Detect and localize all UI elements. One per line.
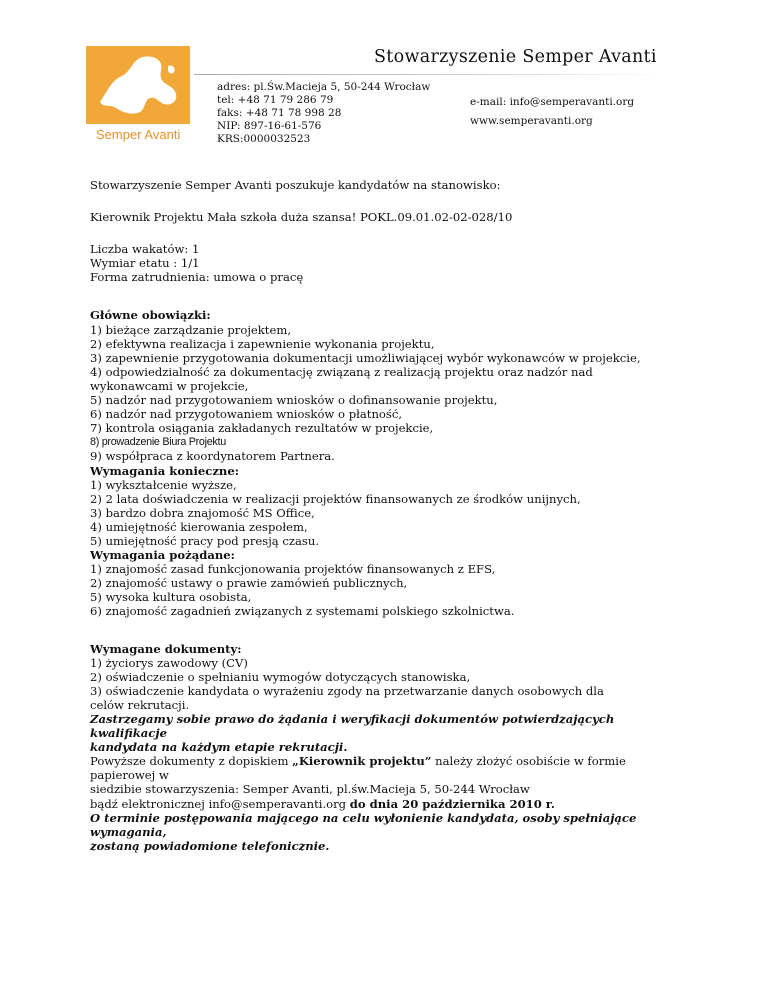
duty-item: 7) kontrola osiągania zakładanych rezultatów w projekcie, [90,421,434,436]
duty-item: 6) nadzór nad przygotowaniem wniosków o płatność, [90,407,403,422]
submission-line [90,797,690,811]
fax-text: faks: +48 71 78 998 28 [217,107,342,119]
notice-text: zostaną powiadomione telefonicznie. [90,838,330,853]
submission-text: Powyższe dokumenty z dopiskiem [90,754,293,769]
required-item: 1) wykształcenie wyższe, [90,477,237,492]
duties-heading: Główne obowiązki: [90,308,211,323]
duty-item: wykonawcami w projekcie, [90,378,249,393]
documents-heading: Wymagane dokumenty: [90,641,242,656]
phone-text: tel: +48 71 79 286 79 [217,94,334,106]
submission-text: bądź elektronicznej info@semperavanti.org [90,796,350,811]
email-text: e-mail: info@semperavanti.org [470,96,635,108]
duty-item: 9) współpraca z koordynatorem Partnera. [90,449,335,464]
duty-item: 4) odpowiedzialność za dokumentację związaną z realizacją projektu oraz nadzór nad [90,364,593,379]
organization-title [374,47,657,67]
required-item: 4) umiejętność kierowania zespołem, [90,519,308,534]
required-heading: Wymagania konieczne: [90,463,239,478]
intro-text: Stowarzyszenie Semper Avanti poszukuje kandydatów na stanowisko: [90,178,501,192]
desired-item: 6) znajomość zagadnień związanych z systemami polskiego szkolnictwa. [90,604,515,619]
desired-item: 2) znajomość ustawy o prawie zamówień publicznych, [90,576,408,591]
organization-title-prefix: Stowarzyszenie [374,47,517,67]
detail-line: Liczba wakatów: 1 [90,242,200,257]
duty-item: 5) nadzór nad przygotowaniem wniosków o dofinansowanie projektu, [90,393,498,408]
website-text: www.semperavanti.org [470,115,593,127]
contact-details [217,81,430,146]
document-item: 2) oświadczenie o spełnianiu wymogów dotyczących stanowiska, [90,669,471,684]
duty-item: 1) bieżące zarządzanie projektem, [90,322,292,337]
notice-text: O terminie postępowania mającego na celu wyłonienie kandydata, osoby spełniające wymagania, [90,810,637,839]
job-offer-body [90,178,690,853]
required-item: 5) umiejętność pracy pod presją czasu. [90,533,319,548]
reservation-note: Zastrzegamy sobie prawo do żądania i weryfikacji dokumentów potwierdzających kwalifikacje [90,712,615,741]
submission-tag: „Kierownik projektu” [292,754,432,769]
contact-online [470,93,634,131]
document-item: 3) oświadczenie kandydata o wyrażeniu zgody na przetwarzanie danych osobowych dla [90,683,604,698]
desired-item: 1) znajomość zasad funkcjonowania projektów finansowanych z EFS, [90,562,496,577]
submission-deadline: do dnia 20 października 2010 r. [349,796,555,811]
nip-text: NIP: 897-16-61-576 [217,120,322,132]
krs-text: KRS:0000032523 [217,133,311,145]
required-item: 3) bardzo dobra znajomość MS Office, [90,505,315,520]
duty-item: 8) prowadzenie Biura Projektu [90,436,226,449]
position-title: Kierownik Projektu Mała szkoła duża szansa! POKL.09.01.02-02-028/10 [90,210,513,225]
detail-line: Forma zatrudnienia: umowa o pracę [90,270,304,285]
detail-line: Wymiar etatu : 1/1 [90,256,200,271]
duty-item: 2) efektywna realizacja i zapewnienie wykonania projektu, [90,336,435,351]
reservation-note: kandydata na każdym etapie rekrutacji. [90,740,348,755]
document-item: celów rekrutacji. [90,697,190,712]
header-divider [194,74,662,75]
organization-title-name: Semper Avanti [522,47,657,67]
required-item: 2) 2 lata doświadczenia w realizacji projektów finansowanych ze środków unijnych, [90,491,581,506]
desired-heading: Wymagania pożądane: [90,548,235,563]
document-item: 1) życiorys zawodowy (CV) [90,655,248,670]
desired-item: 5) wysoka kultura osobista, [90,590,252,605]
logo-wordmark: Semper Avanti [96,127,181,142]
submission-line: siedzibie stowarzyszenia: Semper Avanti, pl.św.Macieja 5, 50-244 Wrocław [90,782,530,797]
address-text: adres: pl.Św.Macieja 5, 50-244 Wrocław [217,81,431,93]
submission-line [90,754,690,782]
submission-text: należy złożyć osobiście w formie papierowej w [90,754,626,783]
duty-item: 3) zapewnienie przygotowania dokumentacji umożliwiającej wybór wykonawców w projekcie, [90,350,641,365]
